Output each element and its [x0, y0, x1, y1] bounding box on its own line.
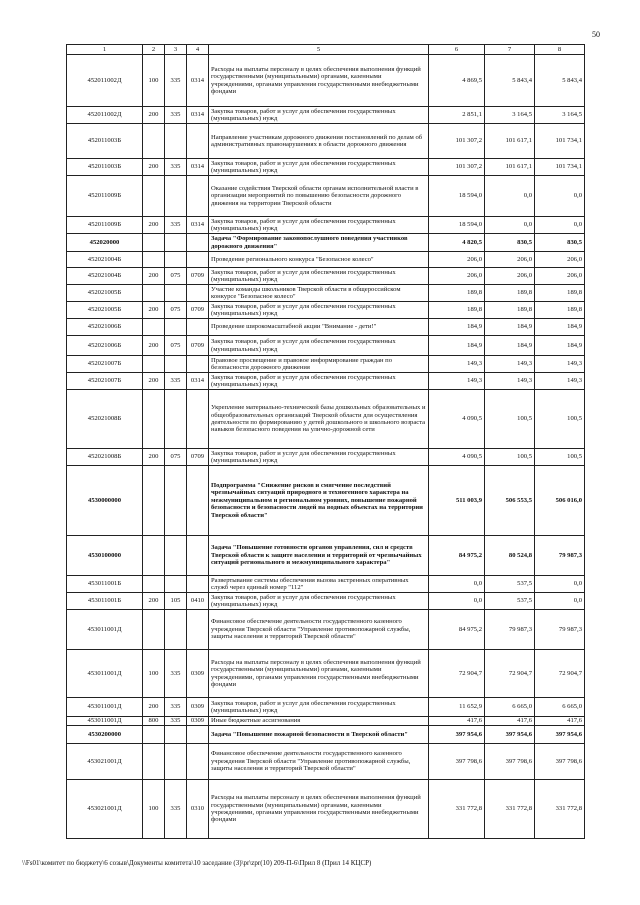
section-code-cell	[187, 252, 209, 268]
budget-code-cell: 452011009Б	[67, 217, 143, 234]
table-row	[67, 217, 585, 234]
amount-year2-cell: 101 617,1	[485, 124, 535, 159]
amount-year2-cell: 0,0	[485, 176, 535, 217]
budget-code-cell: 453011001Д	[67, 610, 143, 650]
section-code-cell: 0709	[187, 336, 209, 356]
expense-type-cell	[143, 319, 165, 336]
description-cell: Закупка товаров, работ и услуг для обеспечения государственных (муниципальных) нужд	[209, 268, 429, 285]
ministry-code-cell	[165, 536, 187, 576]
amount-year3-cell: 101 734,1	[535, 124, 585, 159]
table-row	[67, 449, 585, 466]
column-header: 2	[143, 45, 165, 55]
section-code-cell	[187, 356, 209, 373]
expense-type-cell	[143, 466, 165, 536]
table-row	[67, 107, 585, 124]
section-code-cell	[187, 176, 209, 217]
budget-code-cell: 452021008Б	[67, 449, 143, 466]
amount-year2-cell: 830,5	[485, 234, 535, 252]
budget-code-cell: 453011001Д	[67, 650, 143, 698]
amount-year1-cell: 11 652,9	[429, 698, 485, 717]
description-cell: Закупка товаров, работ и услуг для обеспечения государственных (муниципальных) нужд	[209, 107, 429, 124]
table-row	[67, 336, 585, 356]
budget-code-cell: 4530200000	[67, 726, 143, 744]
expense-type-cell	[143, 610, 165, 650]
table-row	[67, 698, 585, 717]
amount-year1-cell: 189,8	[429, 285, 485, 302]
ministry-code-cell: 075	[165, 302, 187, 319]
table-row	[67, 390, 585, 449]
section-code-cell	[187, 610, 209, 650]
section-code-cell: 0709	[187, 302, 209, 319]
expense-type-cell	[143, 576, 165, 593]
column-header: 7	[485, 45, 535, 55]
ministry-code-cell	[165, 390, 187, 449]
amount-year1-cell: 149,3	[429, 356, 485, 373]
amount-year2-cell: 189,8	[485, 285, 535, 302]
expense-type-cell	[143, 726, 165, 744]
amount-year3-cell: 79 987,3	[535, 610, 585, 650]
amount-year2-cell: 206,0	[485, 252, 535, 268]
description-cell: Финансовое обеспечение деятельности государственного казенного учреждения Тверской области "Управление противопожарной службы, защиты населения и территорий Тверской области"	[209, 744, 429, 780]
amount-year1-cell: 18 594,0	[429, 217, 485, 234]
ministry-code-cell: 105	[165, 593, 187, 610]
amount-year3-cell: 0,0	[535, 576, 585, 593]
amount-year2-cell: 184,9	[485, 336, 535, 356]
section-code-cell: 0709	[187, 268, 209, 285]
section-code-cell: 0314	[187, 107, 209, 124]
amount-year3-cell: 0,0	[535, 176, 585, 217]
section-code-cell	[187, 744, 209, 780]
section-code-cell	[187, 726, 209, 744]
table-row	[67, 593, 585, 610]
amount-year3-cell: 149,3	[535, 373, 585, 390]
amount-year2-cell: 149,3	[485, 373, 535, 390]
ministry-code-cell: 335	[165, 717, 187, 726]
budget-code-cell: 452021006Б	[67, 336, 143, 356]
section-code-cell	[187, 390, 209, 449]
section-code-cell: 0309	[187, 650, 209, 698]
amount-year2-cell: 79 987,3	[485, 610, 535, 650]
description-cell: Задача "Повышение пожарной безопасности в Тверской области"	[209, 726, 429, 744]
amount-year2-cell: 72 904,7	[485, 650, 535, 698]
amount-year2-cell: 0,0	[485, 217, 535, 234]
ministry-code-cell: 335	[165, 780, 187, 839]
expense-type-cell: 200	[143, 217, 165, 234]
description-cell: Закупка товаров, работ и услуг для обеспечения государственных (муниципальных) нужд	[209, 336, 429, 356]
table-row	[67, 536, 585, 576]
amount-year3-cell: 3 164,5	[535, 107, 585, 124]
ministry-code-cell	[165, 124, 187, 159]
table-row	[67, 159, 585, 176]
expense-type-cell: 200	[143, 302, 165, 319]
table-row	[67, 726, 585, 744]
table-header-row	[67, 45, 585, 55]
amount-year3-cell: 5 843,4	[535, 55, 585, 107]
amount-year3-cell: 417,6	[535, 717, 585, 726]
expense-type-cell: 200	[143, 373, 165, 390]
description-cell: Укрепление материально-технической базы дошкольных образовательных и общеобразовательных организаций Тверской области для осуществления деятельности по формированию у детей дошкольного и школьного возраста навыков безопасного поведения на улично-дорожной сети	[209, 390, 429, 449]
description-cell: Расходы на выплаты персоналу в целях обеспечения выполнения функций государственными (муниципальными) органами, казенными учреждениями, органами управления государственными внебюджетными фондами	[209, 780, 429, 839]
amount-year1-cell: 84 975,2	[429, 536, 485, 576]
ministry-code-cell: 335	[165, 217, 187, 234]
amount-year1-cell: 397 954,6	[429, 726, 485, 744]
budget-code-cell: 452021005Б	[67, 285, 143, 302]
expense-type-cell	[143, 744, 165, 780]
description-cell: Проведение регионального конкурса "Безопасное колесо"	[209, 252, 429, 268]
amount-year1-cell: 4 869,5	[429, 55, 485, 107]
amount-year3-cell: 0,0	[535, 593, 585, 610]
section-code-cell	[187, 285, 209, 302]
expense-type-cell	[143, 176, 165, 217]
ministry-code-cell: 335	[165, 698, 187, 717]
amount-year3-cell: 206,0	[535, 268, 585, 285]
amount-year2-cell: 537,5	[485, 593, 535, 610]
ministry-code-cell: 075	[165, 268, 187, 285]
expense-type-cell	[143, 390, 165, 449]
amount-year1-cell: 417,6	[429, 717, 485, 726]
expense-type-cell	[143, 252, 165, 268]
section-code-cell	[187, 576, 209, 593]
ministry-code-cell	[165, 744, 187, 780]
description-cell: Закупка товаров, работ и услуг для обеспечения государственных (муниципальных) нужд	[209, 373, 429, 390]
section-code-cell: 0309	[187, 717, 209, 726]
amount-year3-cell: 149,3	[535, 356, 585, 373]
table-row	[67, 744, 585, 780]
table-row	[67, 285, 585, 302]
file-path-footer: \\Fs01\комитет по бюджету\6 созыв\Документы комитета\10 заседание (3)\pr\zpr(10) 209-П-6\Прил 8 (Прил 14 КЦСР)	[22, 859, 372, 867]
table-row	[67, 780, 585, 839]
expense-type-cell: 100	[143, 650, 165, 698]
table-row	[67, 302, 585, 319]
budget-code-cell: 453011001Б	[67, 593, 143, 610]
amount-year2-cell: 397 954,6	[485, 726, 535, 744]
budget-code-cell: 452011002Д	[67, 55, 143, 107]
amount-year2-cell: 101 617,1	[485, 159, 535, 176]
table-row	[67, 650, 585, 698]
amount-year2-cell: 417,6	[485, 717, 535, 726]
column-header: 5	[209, 45, 429, 55]
table-row	[67, 252, 585, 268]
ministry-code-cell: 335	[165, 650, 187, 698]
budget-code-cell: 4530100000	[67, 536, 143, 576]
ministry-code-cell	[165, 610, 187, 650]
table-row	[67, 234, 585, 252]
amount-year2-cell: 149,3	[485, 356, 535, 373]
amount-year1-cell: 0,0	[429, 593, 485, 610]
table-row	[67, 466, 585, 536]
amount-year3-cell: 206,0	[535, 252, 585, 268]
ministry-code-cell: 075	[165, 449, 187, 466]
amount-year1-cell: 511 003,9	[429, 466, 485, 536]
description-cell: Иные бюджетные ассигнования	[209, 717, 429, 726]
section-code-cell: 0410	[187, 593, 209, 610]
description-cell: Задача "Формирование законопослушного поведения участников дорожного движения"	[209, 234, 429, 252]
expense-type-cell	[143, 356, 165, 373]
amount-year3-cell: 189,8	[535, 285, 585, 302]
description-cell: Расходы на выплаты персоналу в целях обеспечения выполнения функций государственными (муниципальными) органами, казенными учреждениями, органами управления государственными внебюджетными фондами	[209, 55, 429, 107]
amount-year2-cell: 206,0	[485, 268, 535, 285]
ministry-code-cell: 335	[165, 159, 187, 176]
description-cell: Закупка товаров, работ и услуг для обеспечения государственных (муниципальных) нужд	[209, 159, 429, 176]
ministry-code-cell	[165, 726, 187, 744]
amount-year1-cell: 184,9	[429, 336, 485, 356]
description-cell: Подпрограмма "Снижение рисков и смягчение последствий чрезвычайных ситуаций природного и техногенного характера на межмуниципальном и региональном уровнях, повышение пожарной безопасности и безопасности людей на водных объектах на территории Тверской области"	[209, 466, 429, 536]
section-code-cell	[187, 234, 209, 252]
description-cell: Закупка товаров, работ и услуг для обеспечения государственных (муниципальных) нужд	[209, 302, 429, 319]
section-code-cell	[187, 124, 209, 159]
amount-year2-cell: 100,5	[485, 390, 535, 449]
column-header: 1	[67, 45, 143, 55]
budget-code-cell: 453021001Д	[67, 780, 143, 839]
ministry-code-cell: 335	[165, 373, 187, 390]
amount-year3-cell: 184,9	[535, 319, 585, 336]
budget-table	[66, 44, 585, 839]
amount-year2-cell: 397 798,6	[485, 744, 535, 780]
description-cell: Задача "Повышение готовности органов управления, сил и средств Тверской области к защите населения и территорий от чрезвычайных ситуаций регионального и межмуниципального характера"	[209, 536, 429, 576]
budget-code-cell: 453021001Д	[67, 744, 143, 780]
amount-year3-cell: 397 954,6	[535, 726, 585, 744]
ministry-code-cell	[165, 576, 187, 593]
amount-year2-cell: 189,8	[485, 302, 535, 319]
amount-year2-cell: 5 843,4	[485, 55, 535, 107]
description-cell: Закупка товаров, работ и услуг для обеспечения государственных (муниципальных) нужд	[209, 217, 429, 234]
amount-year3-cell: 100,5	[535, 390, 585, 449]
amount-year3-cell: 189,8	[535, 302, 585, 319]
amount-year3-cell: 397 798,6	[535, 744, 585, 780]
ministry-code-cell: 335	[165, 55, 187, 107]
expense-type-cell: 200	[143, 593, 165, 610]
amount-year2-cell: 184,9	[485, 319, 535, 336]
amount-year1-cell: 72 904,7	[429, 650, 485, 698]
section-code-cell	[187, 466, 209, 536]
expense-type-cell: 200	[143, 159, 165, 176]
expense-type-cell: 200	[143, 698, 165, 717]
budget-code-cell: 452021008Б	[67, 390, 143, 449]
table-row	[67, 268, 585, 285]
amount-year3-cell: 184,9	[535, 336, 585, 356]
ministry-code-cell: 335	[165, 107, 187, 124]
ministry-code-cell	[165, 234, 187, 252]
budget-code-cell: 452011003Б	[67, 124, 143, 159]
expense-type-cell: 200	[143, 336, 165, 356]
amount-year3-cell: 72 904,7	[535, 650, 585, 698]
budget-code-cell: 452021004Б	[67, 252, 143, 268]
ministry-code-cell	[165, 252, 187, 268]
amount-year2-cell: 3 164,5	[485, 107, 535, 124]
expense-type-cell: 100	[143, 55, 165, 107]
amount-year2-cell: 506 553,5	[485, 466, 535, 536]
table-row	[67, 124, 585, 159]
amount-year1-cell: 206,0	[429, 252, 485, 268]
expense-type-cell: 100	[143, 780, 165, 839]
column-header: 8	[535, 45, 585, 55]
amount-year1-cell: 397 798,6	[429, 744, 485, 780]
budget-code-cell: 453011001Д	[67, 717, 143, 726]
expense-type-cell	[143, 285, 165, 302]
budget-code-cell: 453011001Б	[67, 576, 143, 593]
budget-code-cell: 452011003Б	[67, 159, 143, 176]
column-header: 6	[429, 45, 485, 55]
section-code-cell	[187, 319, 209, 336]
table-row	[67, 717, 585, 726]
amount-year1-cell: 0,0	[429, 576, 485, 593]
page-number: 50	[592, 30, 600, 39]
budget-code-cell: 452021004Б	[67, 268, 143, 285]
amount-year3-cell: 6 665,0	[535, 698, 585, 717]
budget-code-cell: 452021006Б	[67, 319, 143, 336]
description-cell: Закупка товаров, работ и услуг для обеспечения государственных (муниципальных) нужд	[209, 593, 429, 610]
amount-year1-cell: 18 594,0	[429, 176, 485, 217]
section-code-cell: 0314	[187, 373, 209, 390]
table-row	[67, 576, 585, 593]
ministry-code-cell	[165, 285, 187, 302]
table-row	[67, 356, 585, 373]
amount-year1-cell: 4 090,5	[429, 390, 485, 449]
description-cell: Закупка товаров, работ и услуг для обеспечения государственных (муниципальных) нужд	[209, 698, 429, 717]
description-cell: Проведение широкомасштабной акции "Внимание - дети!"	[209, 319, 429, 336]
amount-year1-cell: 206,0	[429, 268, 485, 285]
description-cell: Правовое просвещение и правовое информирование граждан по безопасности дорожного движения	[209, 356, 429, 373]
section-code-cell: 0314	[187, 55, 209, 107]
ministry-code-cell: 075	[165, 336, 187, 356]
table-row	[67, 319, 585, 336]
budget-code-cell: 452021007Б	[67, 356, 143, 373]
description-cell: Финансовое обеспечение деятельности государственного казенного учреждения Тверской области "Управление противопожарной службы, защиты населения и территорий Тверской области"	[209, 610, 429, 650]
amount-year3-cell: 101 734,1	[535, 159, 585, 176]
expense-type-cell: 200	[143, 268, 165, 285]
description-cell: Закупка товаров, работ и услуг для обеспечения государственных (муниципальных) нужд	[209, 449, 429, 466]
description-cell: Развертывание системы обеспечения вызова экстренных оперативных служб через единый номер "112"	[209, 576, 429, 593]
expense-type-cell	[143, 234, 165, 252]
amount-year3-cell: 100,5	[535, 449, 585, 466]
expense-type-cell	[143, 536, 165, 576]
expense-type-cell: 200	[143, 449, 165, 466]
ministry-code-cell	[165, 176, 187, 217]
amount-year2-cell: 6 665,0	[485, 698, 535, 717]
amount-year3-cell: 506 016,0	[535, 466, 585, 536]
amount-year1-cell: 149,3	[429, 373, 485, 390]
table-row	[67, 176, 585, 217]
column-header: 4	[187, 45, 209, 55]
expense-type-cell	[143, 124, 165, 159]
table-row	[67, 55, 585, 107]
budget-code-cell: 452020000	[67, 234, 143, 252]
budget-code-cell: 453011001Д	[67, 698, 143, 717]
ministry-code-cell	[165, 356, 187, 373]
amount-year1-cell: 84 975,2	[429, 610, 485, 650]
table-row	[67, 373, 585, 390]
expense-type-cell: 200	[143, 107, 165, 124]
amount-year1-cell: 4 090,5	[429, 449, 485, 466]
budget-code-cell: 452021005Б	[67, 302, 143, 319]
amount-year3-cell: 79 987,3	[535, 536, 585, 576]
budget-code-cell: 452021007Б	[67, 373, 143, 390]
table-row	[67, 610, 585, 650]
description-cell: Направление участникам дорожного движения постановлений по делам об административных правонарушениях в области дорожного движения	[209, 124, 429, 159]
amount-year2-cell: 80 524,8	[485, 536, 535, 576]
ministry-code-cell	[165, 319, 187, 336]
amount-year3-cell: 0,0	[535, 217, 585, 234]
amount-year2-cell: 331 772,8	[485, 780, 535, 839]
section-code-cell: 0309	[187, 698, 209, 717]
description-cell: Оказание содействия Тверской области органам исполнительной власти в организации мероприятий по повышению безопасности дорожного движения на территории Тверской области	[209, 176, 429, 217]
section-code-cell: 0709	[187, 449, 209, 466]
column-header: 3	[165, 45, 187, 55]
amount-year3-cell: 830,5	[535, 234, 585, 252]
section-code-cell: 0310	[187, 780, 209, 839]
description-cell: Расходы на выплаты персоналу в целях обеспечения выполнения функций государственными (муниципальными) органами, казенными учреждениями, органами управления государственными внебюджетными фондами	[209, 650, 429, 698]
description-cell: Участие команды школьников Тверской области в общероссийском конкурсе "Безопасное колесо"	[209, 285, 429, 302]
amount-year3-cell: 331 772,8	[535, 780, 585, 839]
ministry-code-cell	[165, 466, 187, 536]
amount-year1-cell: 331 772,8	[429, 780, 485, 839]
budget-code-cell: 4530000000	[67, 466, 143, 536]
expense-type-cell: 800	[143, 717, 165, 726]
amount-year2-cell: 537,5	[485, 576, 535, 593]
amount-year1-cell: 101 307,2	[429, 124, 485, 159]
amount-year1-cell: 189,8	[429, 302, 485, 319]
section-code-cell: 0314	[187, 159, 209, 176]
amount-year1-cell: 4 820,5	[429, 234, 485, 252]
section-code-cell: 0314	[187, 217, 209, 234]
amount-year1-cell: 101 307,2	[429, 159, 485, 176]
section-code-cell	[187, 536, 209, 576]
amount-year2-cell: 100,5	[485, 449, 535, 466]
budget-code-cell: 452011009Б	[67, 176, 143, 217]
budget-code-cell: 452011002Д	[67, 107, 143, 124]
amount-year1-cell: 184,9	[429, 319, 485, 336]
amount-year1-cell: 2 851,1	[429, 107, 485, 124]
